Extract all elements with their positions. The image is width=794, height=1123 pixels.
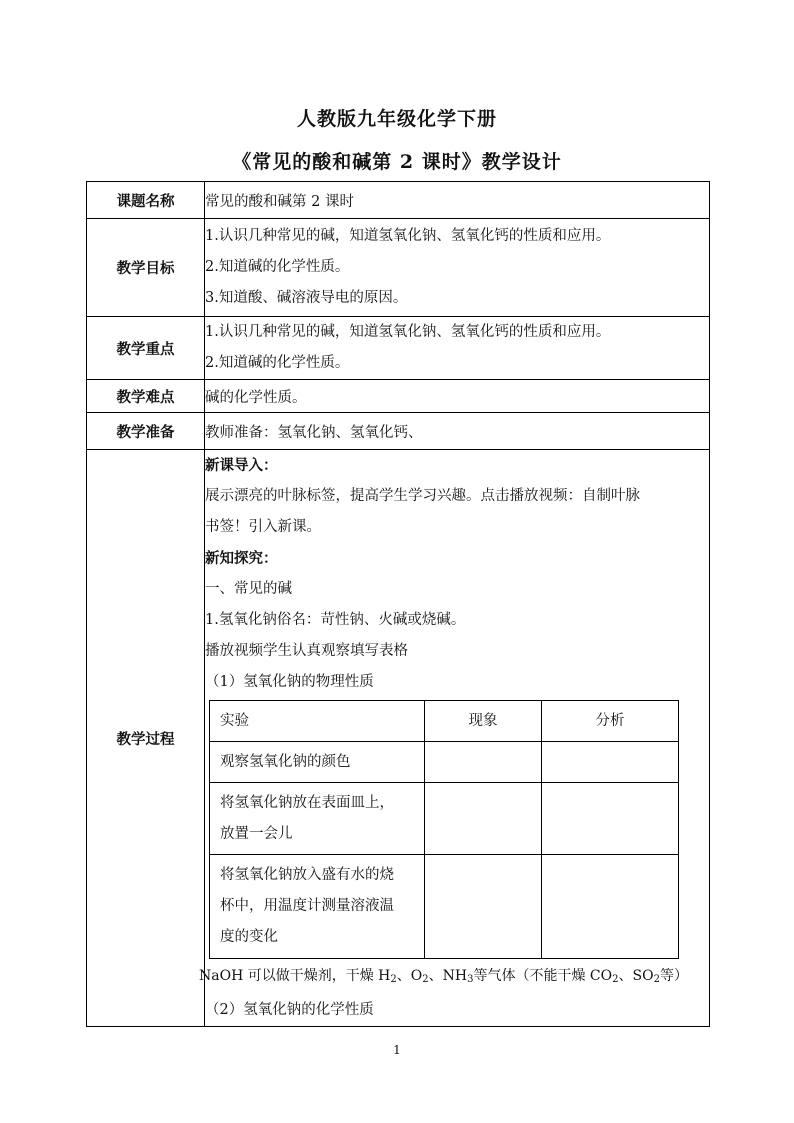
- paragraph: 1.氢氧化钠俗名：苛性钠、火碱或烧碱。: [205, 612, 466, 628]
- cell-line: 放置一会儿: [220, 825, 293, 842]
- note-text: 、O: [396, 968, 423, 984]
- table-row: [210, 783, 679, 855]
- goal-item: 2.知道碱的化学性质。: [205, 259, 350, 275]
- subscript: 2: [422, 974, 429, 985]
- key-points-content: [205, 317, 710, 380]
- cell-line: 将氢氧化钠放入盛有水的烧: [220, 867, 394, 883]
- topic-label: 课题名称: [87, 182, 205, 219]
- preparation-label: 教学准备: [87, 413, 205, 450]
- cell-line: 观察氢氧化钠的颜色: [220, 753, 351, 770]
- table-row: [87, 219, 710, 317]
- subscript: 2: [653, 974, 660, 985]
- experiment-cell: [210, 783, 425, 855]
- page-number: 1: [393, 1043, 401, 1057]
- document-title: 人教版九年级化学下册: [296, 108, 497, 130]
- table-row: [87, 317, 710, 380]
- phenomenon-cell: [425, 783, 542, 855]
- experiment-cell: [210, 855, 425, 959]
- key-points-label: 教学重点: [87, 317, 205, 380]
- note-text: NaOH 可以做干燥剂，干燥 H: [199, 968, 391, 984]
- difficulty-value: 碱的化学性质。: [205, 380, 710, 413]
- cell-line: 将氢氧化钠放在表面皿上，: [220, 794, 394, 811]
- table-row: [87, 413, 710, 450]
- analysis-cell: [542, 742, 679, 783]
- table-row: [87, 450, 710, 1027]
- goal-item: 3.知道酸、碱溶液导电的原因。: [205, 290, 408, 306]
- intro-text: 书签！引入新课。: [205, 519, 321, 535]
- goals-label: 教学目标: [87, 219, 205, 317]
- experiment-cell: [210, 742, 425, 783]
- table-row: [87, 380, 710, 413]
- document-subtitle: 《常见的酸和碱第 2 课时》教学设计: [232, 151, 562, 173]
- experiment-table: [209, 700, 679, 959]
- table-row: [210, 855, 679, 959]
- intro-text: 展示漂亮的叶脉标签，提高学生学习兴趣。点击播放视频：自制叶脉: [205, 488, 640, 504]
- subscript: 2: [612, 974, 619, 985]
- table-row: [210, 742, 679, 783]
- column-header: 分析: [542, 701, 679, 742]
- table-row: [87, 182, 710, 219]
- analysis-cell: [542, 783, 679, 855]
- key-point-item: 2.知道碱的化学性质。: [205, 355, 350, 371]
- cell-line: 杯中，用温度计测量溶液温: [220, 898, 394, 914]
- subsection-heading: （1）氢氧化钠的物理性质: [205, 674, 374, 690]
- section-heading: 一、常见的碱: [205, 581, 292, 597]
- intro-heading: 新课导入：: [205, 457, 278, 474]
- preparation-value: 教师准备：氢氧化钠、氢氧化钙、: [205, 413, 710, 450]
- paragraph: 播放视频学生认真观察填写表格: [205, 643, 408, 659]
- note-text: 等）: [659, 968, 688, 984]
- desiccant-note: [197, 961, 717, 995]
- analysis-cell: [542, 855, 679, 959]
- subsection-heading: （2）氢氧化钠的化学性质: [205, 1002, 374, 1018]
- subscript: 3: [467, 974, 474, 985]
- column-header: 实验: [210, 701, 425, 742]
- note-text: 等气体（不能干燥 CO: [473, 968, 613, 984]
- topic-value: 常见的酸和碱第 2 课时: [205, 182, 710, 219]
- key-point-item: 1.认识几种常见的碱，知道氢氧化钠、氢氧化钙的性质和应用。: [205, 324, 611, 340]
- goal-item: 1.认识几种常见的碱，知道氢氧化钠、氢氧化钙的性质和应用。: [205, 228, 611, 244]
- column-header: 现象: [425, 701, 542, 742]
- lesson-plan-table: [86, 181, 710, 1027]
- table-row: [210, 701, 679, 742]
- phenomenon-cell: [425, 855, 542, 959]
- process-label: 教学过程: [87, 450, 205, 1027]
- process-content: [199, 450, 710, 1027]
- explore-heading: 新知探究：: [205, 550, 278, 567]
- subscript: 2: [390, 974, 397, 985]
- cell-line: 度的变化: [220, 929, 278, 945]
- phenomenon-cell: [425, 742, 542, 783]
- difficulty-label: 教学难点: [87, 380, 205, 413]
- note-text: 、SO: [618, 968, 654, 984]
- goals-content: [205, 219, 710, 317]
- note-text: 、NH: [428, 968, 468, 984]
